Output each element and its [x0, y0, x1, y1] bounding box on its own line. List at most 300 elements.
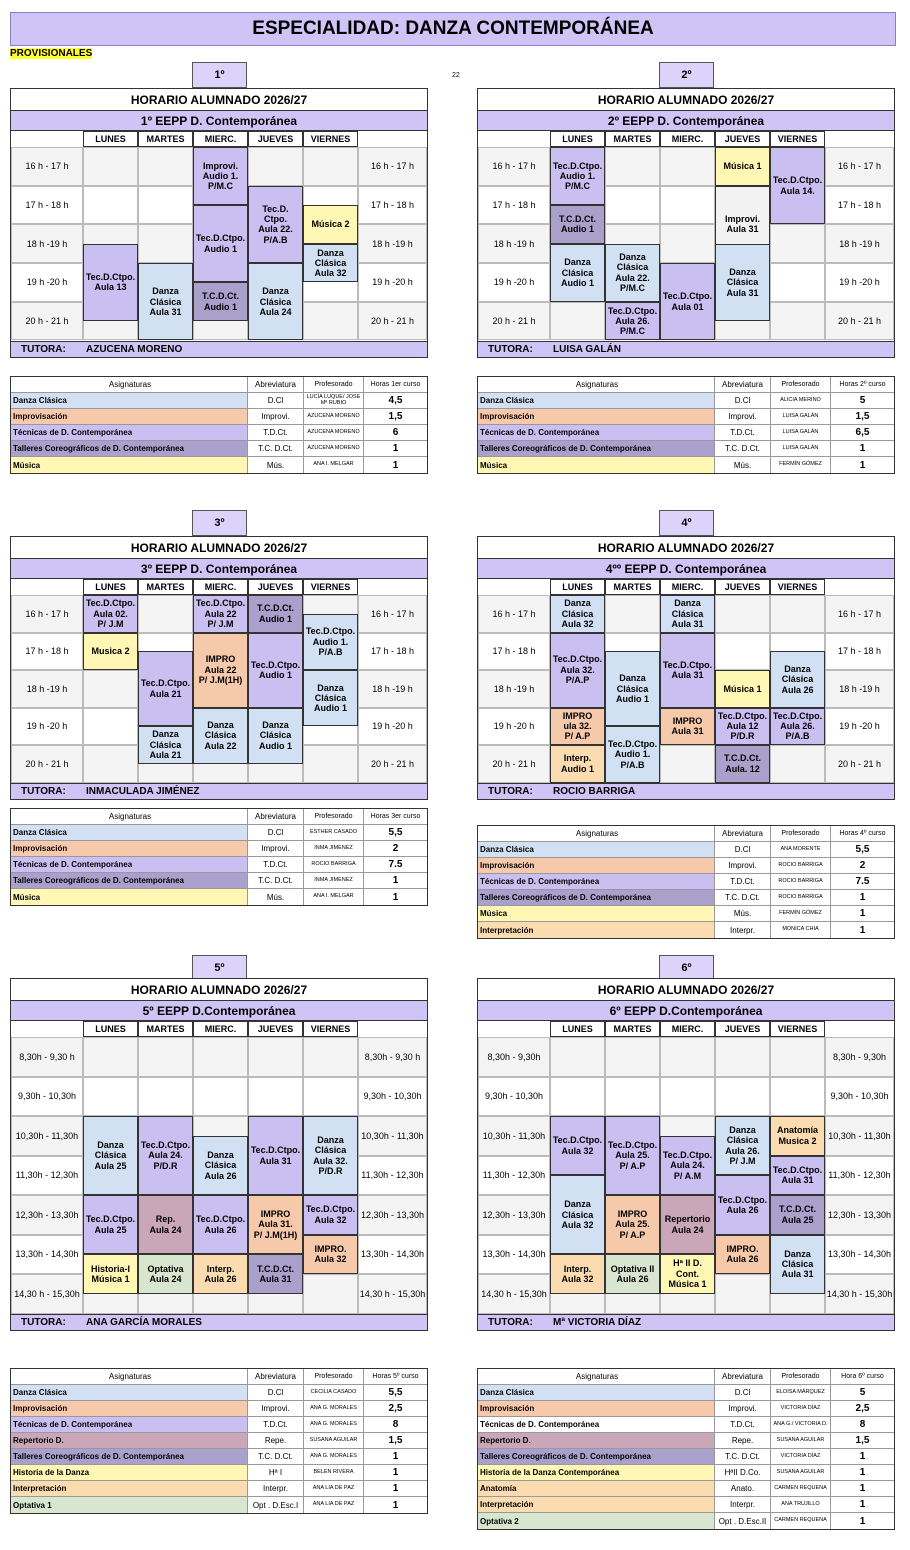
class-block[interactable]: Tec.D.Ctpo. Aula 26. P/A.B — [770, 708, 825, 746]
class-block[interactable]: Interp. Aula 32 — [550, 1254, 605, 1294]
empty-slot — [303, 1077, 358, 1117]
class-block[interactable]: IMPRO Aula 31 — [660, 708, 715, 746]
class-block[interactable]: Danza Clásica Aula 31 — [715, 244, 770, 321]
class-block[interactable]: Hª II D. Cont. Música 1 — [660, 1254, 715, 1294]
subject-hours: 6 — [392, 427, 399, 438]
empty-slot — [770, 263, 825, 302]
empty-slot — [605, 1077, 660, 1117]
subject-teacher: BELEN RIVERA — [304, 1465, 364, 1480]
subject-teacher: ROCIO BARRIGA — [771, 890, 831, 905]
class-block[interactable]: Tec.D.Ctpo. Audio 1. P/A.B — [605, 726, 660, 782]
class-block[interactable]: Danza Clásica Aula 21 — [138, 726, 193, 764]
class-block[interactable]: Danza Clásica Aula 32 — [550, 1175, 605, 1254]
subject-name: Improvisación — [11, 409, 248, 424]
time-slot: 8,30h - 9,30 h — [11, 1037, 83, 1077]
day-header: MIERC. — [660, 1021, 715, 1037]
subject-row — [478, 425, 894, 441]
subject-teacher: VICTORIA DÍAZ — [771, 1449, 831, 1464]
empty-slot — [660, 1037, 715, 1077]
subject-row — [478, 1497, 894, 1513]
class-block[interactable]: Danza Clásica Aula 31 — [138, 263, 193, 340]
class-block[interactable]: Musica 2 — [83, 633, 138, 671]
empty-slot — [83, 147, 138, 186]
day-header: MARTES — [138, 579, 193, 595]
subject-abbr: T.C. D.Ct. — [715, 890, 771, 905]
subject-name: Optativa 1 — [11, 1497, 248, 1513]
schedule-c1 — [10, 88, 428, 358]
schedule-c5 — [10, 978, 428, 1331]
subject-teacher: CECILIA CASADO — [304, 1385, 364, 1400]
class-block[interactable]: Danza Clásica Aula 32 — [550, 595, 605, 633]
subject-row — [11, 1449, 427, 1465]
class-block[interactable]: Tec.D.Ctpo. Aula 14. — [770, 147, 825, 224]
empty-slot — [550, 1077, 605, 1117]
time-slot: 19 h -20 h — [478, 263, 550, 302]
col-subject: Asignaturas — [11, 377, 248, 392]
subject-hours: 1 — [392, 459, 399, 471]
class-block[interactable]: Tec.D.Ctpo. Aula 32 — [303, 1195, 358, 1235]
class-block[interactable]: IMPRO. Aula 26 — [715, 1235, 770, 1275]
time-slot: 14,30 h - 15,30h — [11, 1274, 83, 1314]
empty-slot — [248, 1037, 303, 1077]
class-block[interactable]: Danza Clásica Aula 22 — [193, 708, 248, 764]
subject-name: Talleres Coreográficos de D. Contemporánea — [11, 1449, 248, 1464]
subject-row — [11, 1385, 427, 1401]
subject-hours: 1,5 — [388, 411, 403, 422]
subject-hours: 1 — [392, 1499, 399, 1511]
day-header: MIERC. — [193, 579, 248, 595]
subject-name: Interpretación — [11, 1481, 248, 1496]
subject-name: Técnicas de D. Contemporánea — [478, 874, 715, 889]
class-block[interactable]: Tec.D.Ctpo. Aula 01 — [660, 263, 715, 340]
time-slot: 18 h -19 h — [358, 670, 427, 708]
col-subject: Asignaturas — [11, 809, 248, 824]
subject-teacher: MONICA CHIA — [771, 922, 831, 938]
schedule-heading: HORARIO ALUMNADO 2026/27 — [478, 89, 894, 111]
schedule-heading: HORARIO ALUMNADO 2026/27 — [478, 979, 894, 1001]
col-hours: Horas 1er curso — [370, 381, 421, 388]
col-teacher: Profesorado — [771, 1369, 831, 1384]
subject-teacher: ESTHER CASADO — [304, 825, 364, 840]
subject-abbr: D.Cl — [715, 842, 771, 857]
subject-hours: 1,5 — [855, 1435, 870, 1446]
class-block[interactable]: Tec.D.Ctpo. Aula 13 — [83, 244, 138, 321]
status-label: PROVISIONALES — [10, 48, 93, 59]
subject-row — [478, 874, 894, 890]
class-block[interactable]: Tec.D.Ctpo. Aula 25. P/ A.P — [605, 1116, 660, 1195]
subject-hours: 1 — [392, 1483, 399, 1494]
class-block[interactable]: IMPRO Aula 22 P/ J.M(1H) — [193, 633, 248, 708]
subject-hours: 1,5 — [855, 411, 870, 422]
empty-slot — [248, 147, 303, 186]
empty-slot — [303, 302, 358, 341]
class-block[interactable]: Danza Clásica Audio 1 — [303, 670, 358, 726]
tutora-name: ROCIO BARRIGA — [553, 785, 636, 797]
time-slot: 16 h - 17 h — [11, 147, 83, 186]
subject-row — [11, 1497, 427, 1513]
time-slot: 18 h -19 h — [11, 670, 83, 708]
subject-name: Optativa 2 — [478, 1513, 715, 1529]
subjects-header — [478, 826, 894, 842]
subject-row — [478, 393, 894, 409]
subjects-header — [11, 809, 427, 825]
subject-abbr: T.C. D.Ct. — [248, 873, 304, 888]
time-slot: 17 h - 18 h — [358, 633, 427, 671]
course-subtitle: 4ºº EEPP D. Contemporánea — [478, 559, 894, 579]
subject-hours: 2 — [392, 843, 399, 854]
subject-abbr: D.Cl — [248, 825, 304, 840]
empty-slot — [248, 1077, 303, 1117]
class-block[interactable]: IMPRO Aula 31. P/ J.M(1H) — [248, 1195, 303, 1254]
subject-row — [478, 1465, 894, 1481]
class-block[interactable]: Tec.D.Ctpo. Aula 32. P/A.P — [550, 633, 605, 708]
time-slot: 16 h - 17 h — [358, 147, 427, 186]
tutora-label: TUTORA: — [488, 1316, 533, 1328]
subject-teacher: AZUCENA MORENO — [304, 441, 364, 456]
col-teacher: Profesorado — [304, 377, 364, 392]
class-block[interactable]: Danza Clásica Aula 26 — [770, 651, 825, 707]
class-block[interactable]: Danza Clásica Aula 31 — [660, 595, 715, 633]
day-header: VIERNES — [303, 131, 358, 147]
course-subtitle: 6º EEPP D.Contemporánea — [478, 1001, 894, 1021]
col-hours: Horas 2º curso — [839, 381, 886, 388]
class-block[interactable]: Historia-I Música 1 — [83, 1254, 138, 1294]
subject-hours: 2 — [859, 860, 866, 871]
subject-teacher: AZUCENA MORENO — [304, 409, 364, 424]
course-subtitle: 3º EEPP D. Contemporánea — [11, 559, 427, 579]
col-abbr: Abreviatura — [715, 1369, 771, 1384]
subject-teacher: ANA LIA DE PAZ — [304, 1481, 364, 1496]
class-block[interactable]: IMPRO Aula 25. P/ A.P — [605, 1195, 660, 1254]
class-block[interactable]: Tec.D.Ctpo. Aula 12 P/D.R — [715, 708, 770, 746]
subject-name: Improvisación — [478, 409, 715, 424]
subject-row — [478, 890, 894, 906]
class-block[interactable]: Improvi. Aula 31 — [715, 186, 770, 263]
subject-abbr: Improvi. — [715, 409, 771, 424]
subject-hours: 1 — [392, 1467, 399, 1478]
col-subject: Asignaturas — [11, 1369, 248, 1384]
subject-abbr: Mús. — [715, 906, 771, 921]
tutora-row — [478, 783, 894, 799]
subject-hours: 1 — [392, 443, 399, 454]
subject-row — [478, 409, 894, 425]
day-header: LUNES — [550, 579, 605, 595]
empty-slot — [660, 147, 715, 186]
time-slot: 20 h - 21 h — [358, 745, 427, 783]
day-header: JUEVES — [248, 1021, 303, 1037]
subject-row — [11, 1401, 427, 1417]
empty-slot — [138, 147, 193, 186]
empty-slot — [138, 186, 193, 225]
class-block[interactable]: Tec.D.Ctpo. Audio 1 — [248, 633, 303, 708]
timetable-grid — [11, 579, 427, 783]
class-block[interactable]: Tec.D.Ctpo. Audio 1 — [193, 205, 248, 282]
empty-slot — [715, 1077, 770, 1117]
time-slot: 16 h - 17 h — [478, 147, 550, 186]
empty-slot — [83, 745, 138, 783]
class-block[interactable]: Música 1 — [715, 670, 770, 708]
tutora-row — [478, 341, 894, 357]
subject-abbr: D.Cl — [715, 393, 771, 408]
day-header: MIERC. — [193, 1021, 248, 1037]
col-subject: Asignaturas — [478, 826, 715, 841]
subject-teacher: VICTORIA DÍAZ — [771, 1401, 831, 1416]
class-block[interactable]: Danza Clásica Audio 1 — [605, 651, 660, 726]
class-block[interactable]: Danza Clásica Aula 31 — [770, 1235, 825, 1294]
subject-teacher: SUSANA AGUILAR — [771, 1433, 831, 1448]
class-block[interactable]: T.C.D.Ct. Aula 31 — [248, 1254, 303, 1294]
empty-slot — [770, 595, 825, 633]
subject-name: Danza Clásica — [478, 842, 715, 857]
class-block[interactable]: Tec.D.Ctpo. Aula 26. P/M.C — [605, 302, 660, 341]
class-block[interactable]: Tec.D.Ctpo. Aula 32 — [550, 1116, 605, 1175]
subject-teacher: ANA I. MELGAR — [304, 457, 364, 473]
subject-hours: 1 — [859, 908, 866, 919]
subjects-table-c5 — [10, 1368, 428, 1514]
subject-name: Talleres Coreográficos de D. Contemporánea — [11, 873, 248, 888]
subject-name: Historia de la Danza Contemporánea — [478, 1465, 715, 1480]
class-block[interactable]: T.C.D.Ct. Audio 1 — [550, 205, 605, 244]
day-header: MARTES — [605, 579, 660, 595]
tutora-name: LUISA GALÁN — [553, 343, 621, 355]
subject-name: Música — [11, 889, 248, 905]
empty-slot — [660, 224, 715, 263]
subject-abbr: Hª I — [248, 1465, 304, 1480]
class-block[interactable]: Tec.D.Ctpo. Aula 25 — [83, 1195, 138, 1254]
subject-name: Música — [478, 906, 715, 921]
subject-row — [478, 858, 894, 874]
tutora-label: TUTORA: — [488, 785, 533, 797]
class-block[interactable]: Anatomía Musica 2 — [770, 1116, 825, 1156]
subject-hours: 5,5 — [855, 844, 870, 855]
day-header: MARTES — [605, 1021, 660, 1037]
course-tag-c5: 5º — [192, 955, 247, 981]
col-subject: Asignaturas — [478, 377, 715, 392]
subject-teacher: ANA G. MORALES — [304, 1417, 364, 1432]
subject-name: Técnicas de D. Contemporánea — [11, 1417, 248, 1432]
class-block[interactable]: Música 1 — [715, 147, 770, 186]
schedule-c3 — [10, 536, 428, 800]
class-block[interactable]: Danza Clásica Aula 26. P/ J.M — [715, 1116, 770, 1175]
subjects-header — [478, 1369, 894, 1385]
subjects-table-c3 — [10, 808, 428, 906]
class-block[interactable]: Tec.D.Ctpo. Aula 02. P/ J.M — [83, 595, 138, 633]
schedule-heading: HORARIO ALUMNADO 2026/27 — [11, 979, 427, 1001]
class-block[interactable]: Rep. Aula 24 — [138, 1195, 193, 1254]
timetable-grid — [11, 131, 427, 341]
subject-abbr: Improvi. — [715, 1401, 771, 1416]
empty-slot — [83, 1077, 138, 1117]
subject-teacher: ROCIO BARRIGA — [304, 857, 364, 872]
subject-abbr: Mús. — [715, 457, 771, 473]
subject-abbr: D.Cl — [248, 1385, 304, 1400]
subject-row — [11, 393, 427, 409]
subject-abbr: Interpr. — [715, 1497, 771, 1512]
subject-name: Repertorio D. — [478, 1433, 715, 1448]
subject-hours: 1 — [859, 892, 866, 903]
page-number: 22 — [452, 72, 460, 79]
subject-name: Música — [11, 457, 248, 473]
empty-slot — [83, 708, 138, 746]
class-block[interactable]: Tec.D.Ctpo. Audio 1. P/M.C — [550, 147, 605, 205]
class-block[interactable]: T.C.D.Ct. Aula. 12 — [715, 745, 770, 783]
class-block[interactable]: Optativa Aula 24 — [138, 1254, 193, 1294]
subject-hours: 1 — [859, 443, 866, 454]
subject-hours: 1 — [859, 924, 866, 936]
col-hours: Hora 6º curso — [841, 1373, 884, 1380]
empty-slot — [770, 302, 825, 341]
col-abbr: Abreviatura — [248, 1369, 304, 1384]
subject-row — [478, 1513, 894, 1529]
subject-row — [11, 1481, 427, 1497]
tutora-label: TUTORA: — [21, 1316, 66, 1328]
class-block[interactable]: T.C.D.Ct. Audio 1 — [193, 282, 248, 321]
class-block[interactable]: IMPRO. Aula 32 — [303, 1235, 358, 1275]
subject-name: Técnicas de D. Contemporánea — [478, 425, 715, 440]
time-slot: 14,30 h - 15,30h — [358, 1274, 427, 1314]
class-block[interactable]: Danza Clásica Aula 25 — [83, 1116, 138, 1195]
empty-slot — [660, 1077, 715, 1117]
subject-abbr: Interpr. — [715, 922, 771, 938]
subject-abbr: T.C. D.Ct. — [715, 1449, 771, 1464]
col-teacher: Profesorado — [771, 377, 831, 392]
time-slot: 18 h -19 h — [825, 224, 894, 263]
empty-slot — [660, 745, 715, 783]
subjects-header — [11, 377, 427, 393]
class-block[interactable]: Tec.D. Ctpo. Aula 22. P/A.B — [248, 186, 303, 263]
subject-row — [11, 441, 427, 457]
subject-row — [478, 1417, 894, 1433]
class-block[interactable]: Tec.D.Ctpo. Aula 22 P/ J.M — [193, 595, 248, 633]
subject-name: Danza Clásica — [11, 825, 248, 840]
day-header: MIERC. — [660, 131, 715, 147]
class-block[interactable]: Tec.D.Ctpo. Audio 1. P/A.B — [303, 614, 358, 670]
time-slot: 10,30h - 11,30h — [358, 1116, 427, 1156]
empty-slot — [138, 1037, 193, 1077]
course-tag-c3: 3º — [192, 510, 247, 536]
empty-slot — [715, 633, 770, 671]
schedule-heading: HORARIO ALUMNADO 2026/27 — [11, 89, 427, 111]
empty-slot — [550, 1037, 605, 1077]
subject-row — [478, 457, 894, 473]
col-hours: Horas 3er curso — [370, 813, 421, 820]
subject-abbr: Mús. — [248, 889, 304, 905]
day-header: MARTES — [605, 131, 660, 147]
subject-abbr: Repe. — [248, 1433, 304, 1448]
subjects-table-c6 — [477, 1368, 895, 1530]
subject-row — [478, 441, 894, 457]
col-teacher: Profesorado — [771, 826, 831, 841]
class-block[interactable]: Danza Clásica Aula 22. P/M.C — [605, 244, 660, 302]
time-slot: 10,30h - 11,30h — [11, 1116, 83, 1156]
class-block[interactable]: Tec.D.Ctpo. Aula 31 — [770, 1156, 825, 1196]
empty-slot — [138, 1077, 193, 1117]
subject-abbr: HªII D.Co. — [715, 1465, 771, 1480]
class-block[interactable]: Danza Clásica Audio 1 — [248, 708, 303, 764]
tutora-row — [11, 1314, 427, 1330]
subject-teacher: CARMEN REQUENA — [771, 1513, 831, 1529]
subject-hours: 1 — [392, 1451, 399, 1462]
class-block[interactable]: Danza Clásica Aula 24 — [248, 263, 303, 340]
class-block[interactable]: Tec.D.Ctpo. Aula 31 — [248, 1116, 303, 1195]
class-block[interactable]: Improvi. Audio 1. P/M.C — [193, 147, 248, 205]
empty-slot — [83, 670, 138, 708]
class-block[interactable]: Tec.D.Ctpo. Aula 24. P/D.R — [138, 1116, 193, 1195]
course-tag-c2: 2º — [659, 62, 714, 88]
col-abbr: Abreviatura — [715, 826, 771, 841]
subject-hours: 1 — [392, 891, 399, 903]
subject-teacher: SUSANA AGUILAR — [771, 1465, 831, 1480]
class-block[interactable]: Música 2 — [303, 205, 358, 244]
subject-teacher: ALICIA MERINO — [771, 393, 831, 408]
time-slot: 20 h - 21 h — [478, 302, 550, 341]
class-block[interactable]: Interp. Audio 1 — [550, 745, 605, 783]
tutora-name: AZUCENA MORENO — [86, 343, 183, 355]
time-slot: 13,30h - 14,30h — [358, 1235, 427, 1275]
time-slot: 18 h -19 h — [358, 224, 427, 263]
time-slot: 18 h -19 h — [478, 670, 550, 708]
class-block[interactable]: T.C.D.Ct. Audio 1 — [248, 595, 303, 633]
time-slot: 16 h - 17 h — [11, 595, 83, 633]
class-block[interactable]: Tec.D.Ctpo. Aula 26 — [715, 1175, 770, 1234]
class-block[interactable]: Tec.D.Ctpo. Aula 21 — [138, 651, 193, 726]
time-slot: 8,30h - 9,30h — [478, 1037, 550, 1077]
subject-hours: 1 — [859, 1483, 866, 1494]
time-slot: 11,30h - 12,30h — [11, 1156, 83, 1196]
subject-abbr: D.Cl — [248, 393, 304, 408]
class-block[interactable]: T.C.D.Ct. Aula 25 — [770, 1195, 825, 1235]
empty-slot — [605, 147, 660, 186]
subject-abbr: T.D.Ct. — [248, 1417, 304, 1432]
class-block[interactable]: Tec.D.Ctpo. Aula 24. P/ A.M — [660, 1136, 715, 1195]
day-header: JUEVES — [715, 1021, 770, 1037]
subject-name: Talleres Coreográficos de D. Contemporánea — [478, 890, 715, 905]
subject-name: Técnicas de D. Contemporánea — [11, 857, 248, 872]
class-block[interactable]: Danza Clásica Aula 32. P/D.R — [303, 1116, 358, 1195]
class-block[interactable]: Danza Clásica Audio 1 — [550, 244, 605, 302]
course-tag-c1: 1º — [192, 62, 247, 88]
class-block[interactable]: IMPRO ula 32. P/ A.P — [550, 708, 605, 746]
class-block[interactable]: Tec.D.Ctpo. Aula 26 — [193, 1195, 248, 1254]
day-header: VIERNES — [303, 579, 358, 595]
empty-slot — [550, 302, 605, 341]
subject-hours: 7.5 — [855, 876, 870, 887]
empty-slot — [770, 224, 825, 263]
subject-name: Interpretación — [478, 922, 715, 938]
class-block[interactable]: Optativa II Aula 26 — [605, 1254, 660, 1294]
subject-row — [478, 1433, 894, 1449]
day-header: JUEVES — [715, 579, 770, 595]
class-block[interactable]: Danza Clásica Aula 32 — [303, 244, 358, 283]
day-header: VIERNES — [770, 131, 825, 147]
class-block[interactable]: Repertorio Aula 24 — [660, 1195, 715, 1254]
subject-abbr: Mús. — [248, 457, 304, 473]
subject-abbr: T.D.Ct. — [715, 874, 771, 889]
time-slot: 8,30h - 9,30 h — [358, 1037, 427, 1077]
class-block[interactable]: Interp. Aula 26 — [193, 1254, 248, 1294]
subject-abbr: Improvi. — [248, 1401, 304, 1416]
class-block[interactable]: Danza Clásica Aula 26 — [193, 1136, 248, 1195]
course-subtitle: 2º EEPP D. Contemporánea — [478, 111, 894, 131]
class-block[interactable]: Tec.D.Ctpo. Aula 31 — [660, 633, 715, 708]
time-slot: 11,30h - 12,30h — [825, 1156, 894, 1196]
subject-hours: 2,5 — [388, 1403, 403, 1414]
subject-hours: 1 — [859, 459, 866, 471]
empty-slot — [83, 1037, 138, 1077]
subject-hours: 7.5 — [388, 859, 403, 870]
subject-abbr: T.D.Ct. — [715, 1417, 771, 1432]
time-slot: 12,30h - 13,30h — [825, 1195, 894, 1235]
